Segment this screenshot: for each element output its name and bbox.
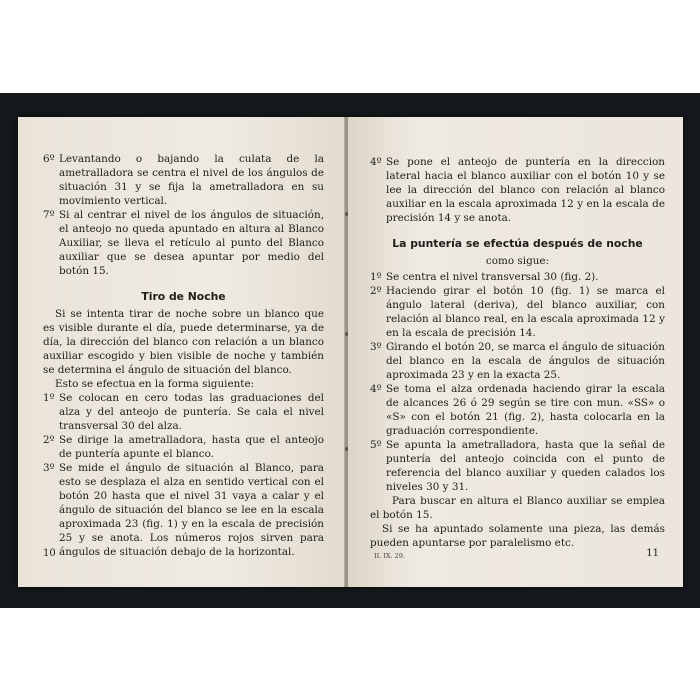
item-text: Se apunta la ametralladora, hasta que la señal de puntería del anteojo coincida con el punto de referencia del blanco auxiliar y queden calados los niveles 30 y 31.	[386, 439, 665, 493]
item-text: Se centra el nivel transversal 30 (fig. 2).	[386, 271, 599, 283]
list-item	[370, 270, 665, 284]
list-item	[370, 382, 665, 438]
list-item	[370, 438, 665, 494]
item-number: 1º	[43, 392, 55, 404]
item-number: 2º	[370, 285, 382, 297]
item-number: 7º	[43, 209, 55, 221]
paragraph: Si se ha apuntado solamente una pieza, las demás pueden apuntarse por paralelismo etc.	[370, 523, 665, 549]
item-text: Se dirige la ametralladora, hasta que el anteojo de puntería apunte el blanco.	[59, 434, 324, 460]
section-subheading: como sigue:	[485, 255, 550, 267]
section-heading: Tiro de Noche	[141, 290, 226, 303]
print-mark: II. IX. 29.	[374, 552, 405, 560]
page-number: 11	[646, 548, 659, 559]
open-booklet	[18, 117, 683, 587]
left-page	[18, 117, 346, 587]
list-item	[43, 208, 324, 278]
list-item	[43, 152, 324, 208]
item-text: Se mide el ángulo de situación al Blanco, para esto se desplaza el alza en sentido vertical con el botón 20 hasta que el nivel 31 vaya a calar y el ángulo de situación del blanco se lee en la escala aproximada 23 (fig. 1) y en la escala de precisión 25 y se anota. Los números rojos sirven para ángulos de situación debajo de la horizontal.	[59, 462, 324, 558]
list-item	[43, 433, 324, 461]
page-number: 10	[43, 548, 56, 559]
item-number: 3º	[43, 462, 55, 474]
item-text: Si al centrar el nivel de los ángulos de situación, el anteojo no queda apuntado en altura al Blanco Auxiliar, se lleva el retículo al punto del Blanco auxiliar que se desea apuntar por medio del botón 15.	[59, 209, 324, 277]
list-item	[370, 340, 665, 382]
section-heading: La puntería se efectúa después de noche	[392, 237, 643, 250]
item-text: Girando el botón 20, se marca el ángulo de situación del blanco en la escala de ángulos de situación aproximada 23 y en la exacta 25.	[386, 341, 665, 381]
list-item	[43, 461, 324, 559]
item-number: 5º	[370, 439, 382, 451]
item-text: Levantando o bajando la culata de la ametralladora se centra el nivel de los ángulos de situación 31 y se fija la ametralladora en su movimiento vertical.	[59, 153, 324, 207]
item-number: 1º	[370, 271, 382, 283]
paragraph: Si se intenta tirar de noche sobre un blanco que es visible durante el día, puede determinarse, ya de día, la dirección del blanco con relación a un blanco auxiliar escogido y bien visible de noche y también se determina el ángulo de situación del blanco.	[43, 308, 324, 376]
paragraph: Esto se efectua en la forma siguiente:	[55, 378, 255, 390]
item-number: 2º	[43, 434, 55, 446]
item-text: Se pone el anteojo de puntería en la direccion lateral hacia el blanco auxiliar con el botón 10 y se lee la dirección del blanco con relación al blanco auxiliar en la escala aproximada 12 y en la escala de precisión 14 y se anota.	[386, 156, 665, 224]
item-text: Haciendo girar el botón 10 (fig. 1) se marca el ángulo lateral (deriva), del blanco auxiliar, con relación al blanco real, en la escala aproximada 12 y en la escala de precisión 14.	[386, 285, 665, 339]
item-text: Se colocan en cero todas las graduaciones del alza y del anteojo de puntería. Se cala el nivel transversal 30 del alza.	[59, 392, 324, 432]
paragraph: Para buscar en altura el Blanco auxiliar se emplea el botón 15.	[370, 495, 665, 521]
item-number: 3º	[370, 341, 382, 353]
item-text: Se toma el alza ordenada haciendo girar la escala de alcances 26 ó 29 según se tire con mun. «SS» o «S» con el botón 21 (fig. 2), hasta colocarla en la graduación correspondiente.	[386, 383, 665, 437]
list-item	[370, 155, 665, 225]
item-number: 6º	[43, 153, 55, 165]
item-number: 4º	[370, 156, 382, 168]
list-item	[43, 391, 324, 433]
item-number: 4º	[370, 383, 382, 395]
right-page	[348, 117, 683, 587]
list-item	[370, 284, 665, 340]
